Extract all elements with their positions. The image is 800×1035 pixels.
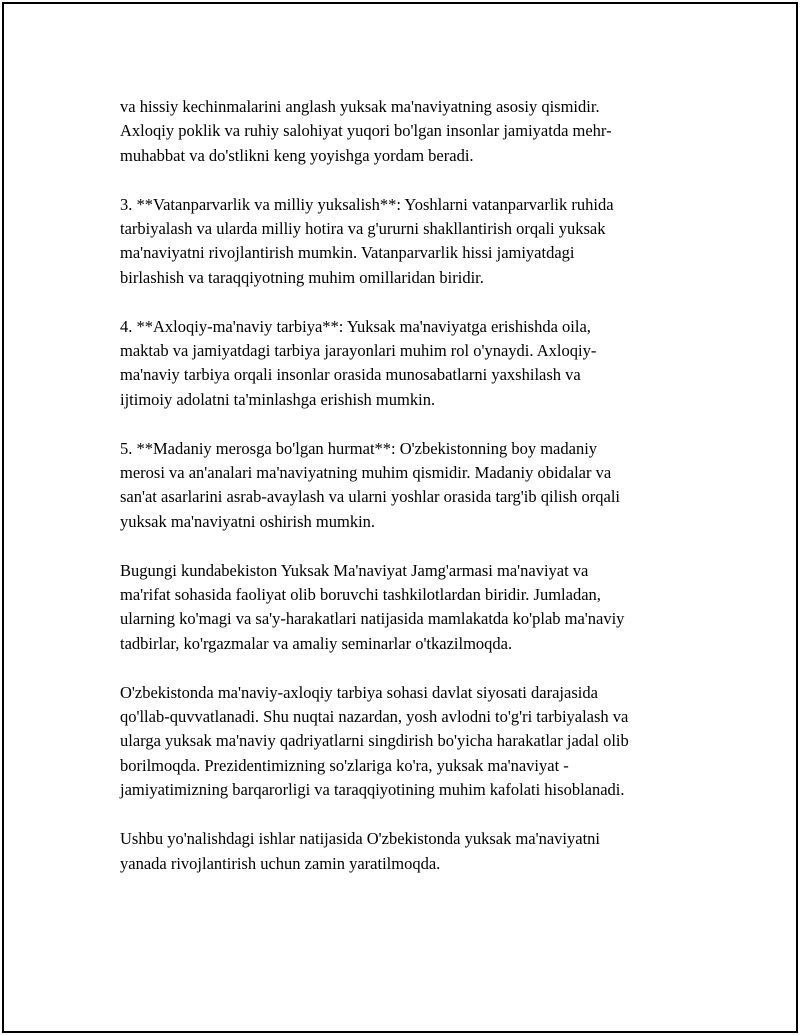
document-body	[120, 95, 710, 900]
text-line: qo'llab-quvvatlanadi. Shu nuqtai nazardan, yosh avlodni to'g'ri tarbiyalash va	[120, 707, 629, 727]
document-page	[2, 2, 798, 1033]
text-line: ularga yuksak ma'naviy qadriyatlarni singdirish bo'yicha harakatlar jadal olib	[120, 731, 629, 751]
text-line: va hissiy kechinmalarini anglash yuksak ma'naviyatning asosiy qismidir.	[120, 97, 600, 116]
text-line: 5. **Madaniy merosga bo'lgan hurmat**: O'zbekistonning boy madaniy	[120, 438, 598, 458]
text-line: ma'naviyatni rivojlantirish mumkin. Vatanparvarlik hissi jamiyatdagi	[120, 243, 575, 263]
paragraph-3	[120, 315, 710, 413]
text-line: 3. **Vatanparvarlik va milliy yuksalish**: Yoshlarni vatanparvarlik ruhida	[120, 194, 614, 214]
paragraph-6	[120, 681, 710, 803]
text-line: Axloqiy poklik va ruhiy salohiyat yuqori bo'lgan insonlar jamiyatda mehr-	[120, 121, 612, 141]
text-line: maktab va jamiyatdagi tarbiya jarayonlari muhim rol o'ynaydi. Axloqiy-	[120, 341, 597, 361]
paragraph-2	[120, 193, 710, 291]
paragraph-1	[120, 95, 710, 168]
paragraph-4	[120, 437, 710, 535]
text-line: 4. **Axloqiy-ma'naviy tarbiya**: Yuksak ma'naviyatga erishishda oila,	[120, 316, 591, 336]
text-line: ma'rifat sohasida faoliyat olib boruvchi tashkilotlardan biridir. Jumladan,	[120, 585, 601, 605]
text-line: birlashish va taraqqiyotning muhim omillaridan biridir.	[120, 267, 484, 287]
text-line: borilmoqda. Prezidentimizning so'zlariga ko'ra, yuksak ma'naviyat -	[120, 755, 569, 775]
text-line: jamiyatimizning barqarorligi va taraqqiyotining muhim kafolati hisoblanadi.	[120, 780, 625, 800]
paragraph-5	[120, 559, 710, 657]
paragraph-7	[120, 827, 710, 876]
text-line: Bugungi kundabekiston Yuksak Ma'naviyat Jamg'armasi ma'naviyat va	[120, 560, 589, 580]
text-line: ularning ko'magi va sa'y-harakatlari natijasida mamlakatda ko'plab ma'naviy	[120, 609, 625, 629]
text-line: O'zbekistonda ma'naviy-axloqiy tarbiya sohasi davlat siyosati darajasida	[120, 682, 598, 702]
text-line: Ushbu yo'nalishdagi ishlar natijasida O'zbekistonda yuksak ma'naviyatni	[120, 829, 600, 849]
text-line: san'at asarlarini asrab-avaylash va ularni yoshlar orasida targ'ib qilish orqali	[120, 487, 621, 507]
text-line: tadbirlar, ko'rgazmalar va amaliy seminarlar o'tkazilmoqda.	[120, 633, 513, 653]
text-line: ma'naviy tarbiya orqali insonlar orasida munosabatlarni yaxshilash va	[120, 365, 581, 385]
text-line: yanada rivojlantirish uchun zamin yaratilmoqda.	[120, 853, 441, 873]
text-line: yuksak ma'naviyatni oshirish mumkin.	[120, 511, 376, 531]
text-line: muhabbat va do'stlikni keng yoyishga yordam beradi.	[120, 145, 474, 165]
text-line: tarbiyalash va ularda milliy hotira va g'ururni shakllantirish orqali yuksak	[120, 219, 606, 239]
text-line: merosi va an'analari ma'naviyatning muhim qismidir. Madaniy obidalar va	[120, 463, 612, 483]
text-line: ijtimoiy adolatni ta'minlashga erishish mumkin.	[120, 389, 436, 409]
